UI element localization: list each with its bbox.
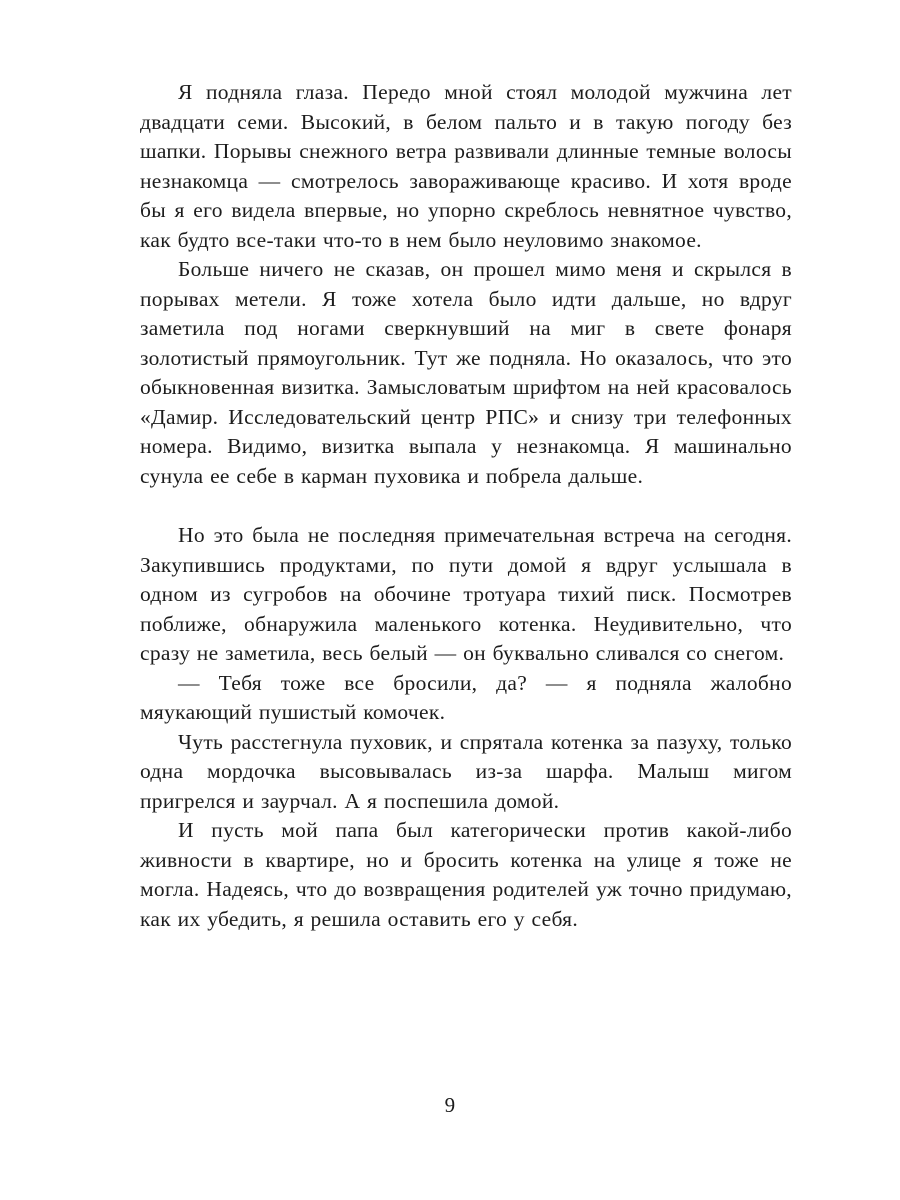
page-text bbox=[140, 78, 792, 934]
paragraph: Больше ничего не сказав, он прошел мимо меня и скрылся в порывах метели. Я тоже хотела было идти дальше, но вдруг заметила под ногами сверкнувший на миг в свете фонаря золотистый прямоугольник. Тут же подняла. Но оказалось, что это обыкновенная визитка. Замысловатым шрифтом на ней красовалось «Дамир. Исследовательский центр РПС» и снизу три телефонных номера. Видимо, визитка выпала у незнакомца. Я машинально сунула ее себе в карман пуховика и побрела дальше. bbox=[140, 257, 792, 488]
paragraph: Чуть расстегнула пуховик, и спрятала котенка за пазуху, только одна мордочка высовывалась из-за шарфа. Малыш мигом пригрелся и заурчал. А я поспешила домой. bbox=[140, 729, 792, 813]
page-number: 9 bbox=[444, 1093, 456, 1117]
paragraph: И пусть мой папа был категорически против какой-либо живности в квартире, но и бросить котенка на улице я тоже не могла. Надеясь, что до возвращения родителей уж точно придумаю, как их убедить, я решила оставить его у себя. bbox=[140, 818, 792, 931]
paragraph: Но это была не последняя примечательная встреча на сегодня. Закупившись продуктами, по пути домой я вдруг услышала в одном из сугробов на обочине тротуара тихий писк. Посмотрев поближе, обнаружила маленького котенка. Неудивительно, что сразу не заметила, весь белый — он буквально сливался со снегом. bbox=[140, 523, 792, 665]
paragraph-dialogue: — Тебя тоже все бросили, да? — я подняла жалобно мяукающий пушистый комочек. bbox=[140, 670, 792, 724]
paragraph: Я подняла глаза. Передо мной стоял молодой мужчина лет двадцати семи. Высокий, в белом пальто и в такую погоду без шапки. Порывы снежного ветра развивали длинные темные волосы незнакомца — смотрелось завораживающе красиво. И хотя вроде бы я его видела впервые, но упорно скреблось невнятное чувство, как будто все-таки что-то в нем было неуловимо знакомое. bbox=[140, 80, 792, 252]
